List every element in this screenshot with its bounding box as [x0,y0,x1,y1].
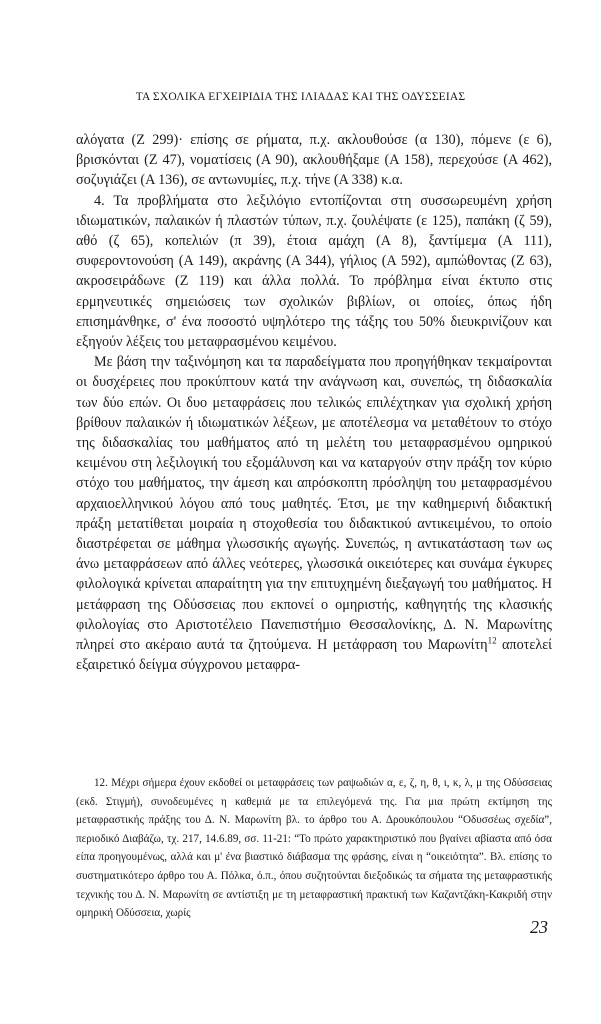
page-number: 23 [530,917,548,937]
paragraph-text: αποτελεί εξαιρετικό δείγμα σύγχρονου μεταφρα- [76,637,552,674]
footnote: 12. Μέχρι σήμερα έχουν εκδοθεί οι μεταφράσεις των ραψωδιών α, ε, ζ, η, θ, ι, κ, λ, μ της Οδύσσειας (εκδ. Στιγμή), συνοδευμένες η καθεμιά με τα επιλεγόμενά της. Για μια πρώτη εκτίμηση της μεταφραστικής πράξης του Δ. Ν. Μαρωνίτη βλ. το άρθρο του Α. Δρουκόπουλου “Οδυσσέως σχεδία”, περιοδικό Διαβάζω, τχ. 217, 14.6.89, σσ. 11-21: “Το πρώτο χαρακτηριστικό που βγαίνει αβίαστα από όσα είπα προηγουμένως, αλλά και μ' ένα βιαστικό διάβασμα της φράσης, είναι η “οικειότητα”. Βλ. επίσης το συστηματικότερο άρθρο του Α. Πόλκα, ό.π., όπου συζητούνται διεξοδικώς τα σήματα της μεταφραστικής τεχνικής του Δ. Ν. Μαρωνίτη σε αντίστιξη με τη μεταφραστική πρακτική των Καζαντζάκη-Κακριδή στην ομηρική Οδύσσεια, χωρίς [76,777,552,920]
main-text [76,130,552,675]
footnotes [76,774,552,923]
paragraph [76,352,552,675]
paragraph-text: Με βάση την ταξινόμηση και τα παραδείγματα που προηγήθηκαν τεκμαίρονται οι δυσχέρειες που προκύπτουν κατά την ανάγνωση και, συνεπώς, τη διδασκαλία των δύο επών. Οι δυο μεταφράσεις που τελικώς επιλέχτηκαν για σχολική χρήση βρίθουν παλαικών ή ιδιωματικών λέξεων, με αποτέλεσμα να μεταθέτουν το στόχο της διδασκαλίας του μαθήματος από τη μελέτη του μεταφρασμένου ομηρικού κειμένου στη λεξιλογική του εξομάλυνση και να καταργούν στην πράξη τον κύριο στόχο του μαθήματος, την άμεση και απρόσκοπτη πρόσληψη του μεταφρασμένου αρχαιοελληνικού λόγου από τους μαθητές. Έτσι, με την καθημερινή διδακτική πράξη μετατίθεται μοιραία η στοχοθεσία του διδακτικού αντικειμένου, το οποίο διαστρέφεται σε μάθημα γλωσσικής αγωγής. Συνεπώς, η αντικατάσταση των ως άνω μεταφράσεων από άλλες νεότερες, γλωσσικά οικειότερες και συνάμα έγκυρες φιλολογικά κρίνεται απαραίτητη για την επιτυχημένη διεξαγωγή του μαθήματος. Η μετάφραση της Οδύσσειας που εκπονεί ο ομηριστής, καθηγητής της κλασικής φιλολογίας στο Αριστοτέλειο Πανεπιστήμιο Θεσσαλονίκης, Δ. Ν. Μαρωνίτης πληρεί στο ακέραιο αυτά τα ζητούμενα. Η μετάφραση του Μαρωνίτη [76,354,552,654]
running-header [0,91,601,103]
footnote-reference: 12 [487,635,497,646]
paragraph: αλόγατα (Ζ 299)· επίσης σε ρήματα, π.χ. ακλουθούσε (α 130), πόμενε (ε 6), βρισκόνται (Ζ 47), νοματίσεις (Α 90), ακλουθήξαμε (Α 158), περεχούσε (Α 462), σοζυγιάζει (Α 136), σε αντωνυμίες, π.χ. τήνε (Α 338) κ.α. [76,132,552,189]
running-title: ΤΑ ΣΧΟΛΙΚΑ ΕΓΧΕΙΡΙΔΙΑ ΤΗΣ ΙΛΙΑΔΑΣ ΚΑΙ ΤΗΣ ΟΔΥΣΣΕΙΑΣ [135,91,466,103]
paragraph: 4. Τα προβλήματα στο λεξιλόγιο εντοπίζονται στη συσσωρευμένη χρήση ιδιωματικών, παλαικών ή πλαστών τύπων, π.χ. ζουλέψατε (ε 125), παπάκη (ζ 59), αθό (ζ 65), κοπελιών (π 39), έτοια αμάχη (Α 8), ξαντίμεμα (Α 111), συφεροντονούση (Α 149), ακράνης (Α 344), γήλιος (Α 592), αμπώθοντας (Ζ 63), ακροσειράδωνε (Ζ 119) και άλλα πολλά. Το πρόβλημα είναι έκτυπο στις ερμηνευτικές σημειώσεις των σχολικών βιβλίων, οι οποίες, όπως ήδη επισημάνθηκε, σ' ένα ποσοστό υψηλότερο της τάξης του 50% διευκρινίζουν και εξηγούν λέξεις του μεταφρασμένου κειμένου. [76,192,552,351]
